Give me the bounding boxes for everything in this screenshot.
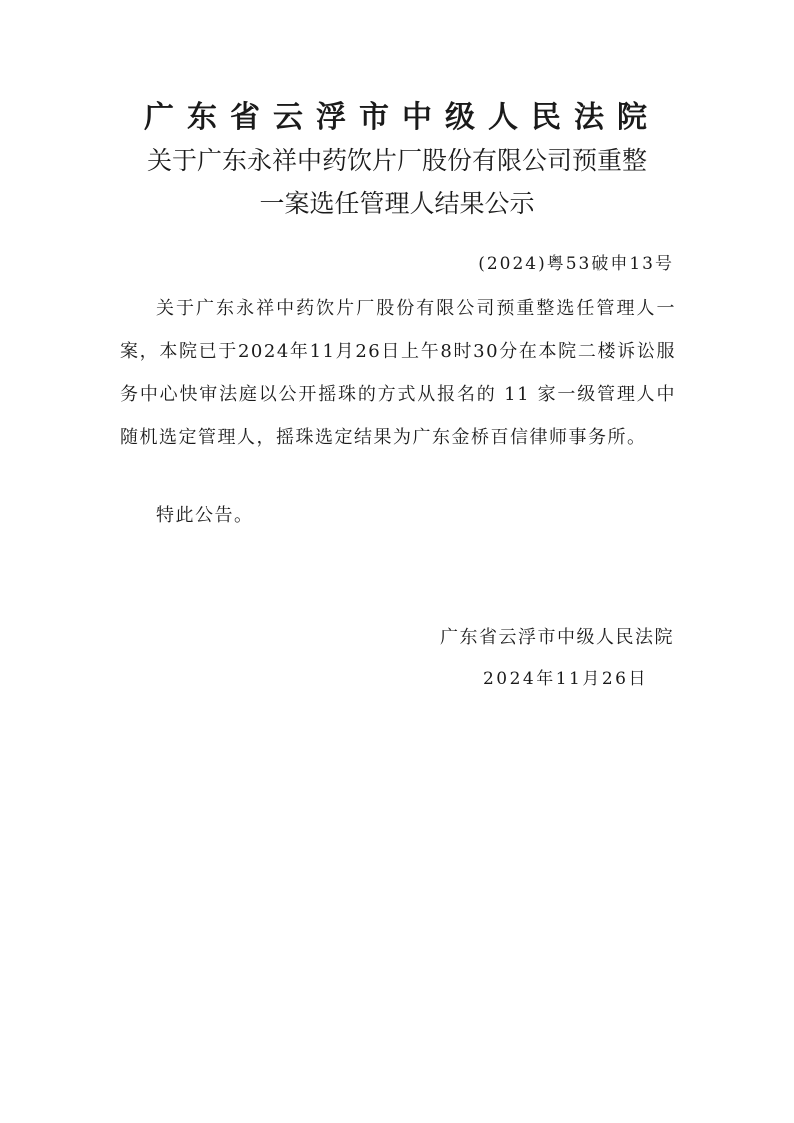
document-subtitle-line1: 关于广东永祥中药饮片厂股份有限公司预重整 [146,146,647,175]
court-title: 广东省云浮市中级人民法院 [144,100,660,135]
signature-date: 2024年11月26日 [482,669,648,689]
case-number: (2024)粤53破申13号 [478,254,674,274]
body-paragraph: 关于广东永祥中药饮片厂股份有限公司预重整选任管理人一案，本院已于2024年11月26日上午8时30分在本院二楼诉讼服务中心快审法庭以公开摇珠的方式从报名的 11 家一级管理人中随机选定管理人，摇珠选定结果为广东金桥百信律师事务所。 [120,298,676,448]
notice-text: 特此公告。 [156,505,254,526]
signature-court: 广东省云浮市中级人民法院 [440,627,674,648]
document-subtitle-line2: 一案选任管理人结果公示 [259,189,535,218]
